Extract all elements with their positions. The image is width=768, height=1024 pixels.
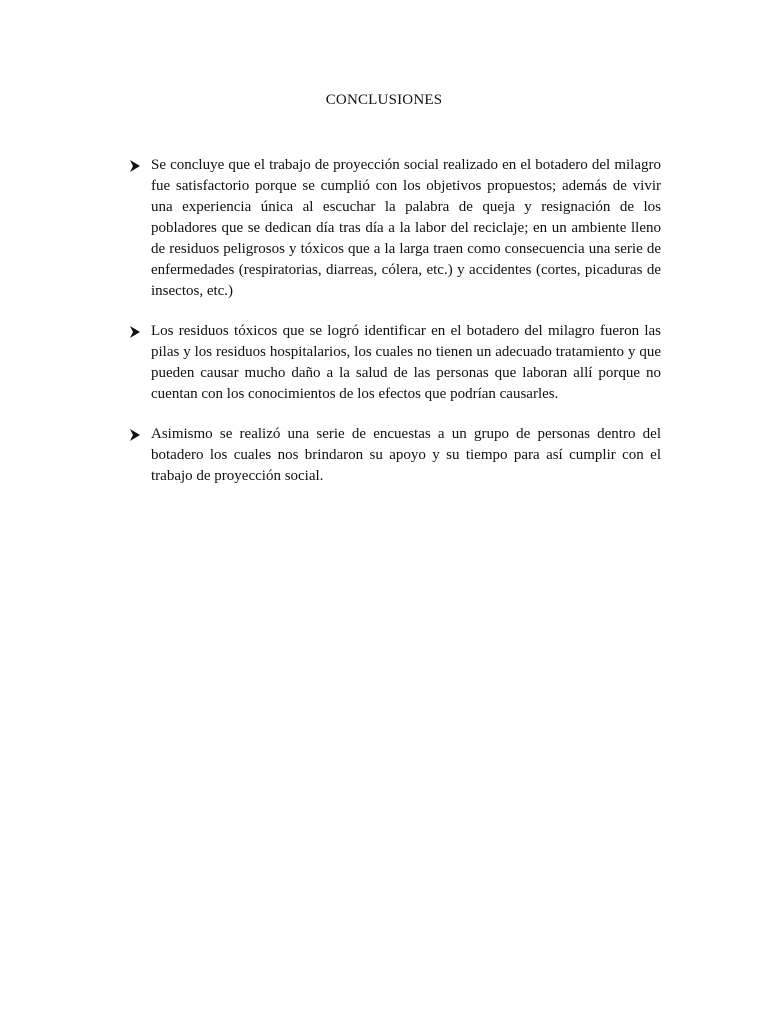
list-item-text: Asimismo se realizó una serie de encuestas a un grupo de personas dentro del botadero los cuales nos brindaron su apoyo y su tiempo para así cumplir con el trabajo de proyección social. xyxy=(151,426,661,484)
arrowhead-bullet-icon xyxy=(129,429,140,441)
list-item xyxy=(120,321,661,405)
arrowhead-bullet-icon xyxy=(129,326,140,338)
arrowhead-bullet-icon xyxy=(129,160,140,172)
page-title: CONCLUSIONES xyxy=(325,92,443,108)
list-item-text: Se concluye que el trabajo de proyección social realizado en el botadero del milagro fue satisfactorio porque se cumplió con los objetivos propuestos; además de vivir una experiencia única al escuchar la palabra de queja y resignación de los pobladores que se dedican día tras día a la labor del reciclaje; en un ambiente lleno de residuos peligrosos y tóxicos que a la larga traen como consecuencia una serie de enfermedades (respiratorias, diarreas, cólera, etc.) y accidentes (cortes, picaduras de insectos, etc.) xyxy=(151,157,661,299)
conclusions-list xyxy=(120,155,661,506)
list-item xyxy=(120,155,661,302)
list-item xyxy=(120,424,661,487)
list-item-text: Los residuos tóxicos que se logró identificar en el botadero del milagro fueron las pilas y los residuos hospitalarios, los cuales no tienen un adecuado tratamiento y que pueden causar mucho daño a la salud de las personas que laboran allí porque no cuentan con los conocimientos de los efectos que podrían causarles. xyxy=(151,323,661,402)
